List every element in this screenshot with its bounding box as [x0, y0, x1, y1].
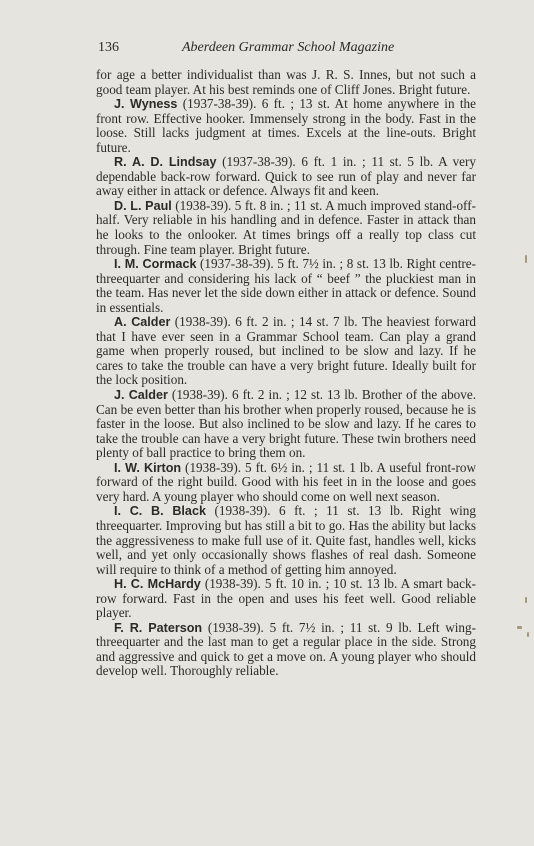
- player-description: (1937-38-39). 6 ft. 1 in. ; 11 st. 5 lb. A very dependable back-row forward. Quick to see run of play and never far away either in attack or defence. Always fit and keen.: [96, 154, 476, 199]
- player-name: F. R. Paterson: [114, 620, 203, 635]
- player-name: A. Calder: [114, 315, 171, 330]
- player-entry: [96, 315, 476, 388]
- player-entry: [96, 97, 476, 155]
- player-entry: [96, 577, 476, 621]
- player-description: (1938-39). 5 ft. 7½ in. ; 11 st. 9 lb. Left wing-threequarter and the last man to get a regular place in the side. Strong and aggressive and quick to get a move on. A young player who should develop well. Thoroughly reliable.: [96, 619, 476, 679]
- player-name: J. Wyness: [114, 97, 178, 112]
- player-name: H. C. McHardy: [114, 577, 201, 592]
- page-number: 136: [98, 40, 119, 55]
- player-description: (1938-39). 6 ft. ; 11 st. 13 lb. Right wing threequarter. Improving but has still a bit to go. Has the ability but lacks the aggressiveness to make full use of it. Quite fast, handles well, kicks well, and yet only occasionally shows flashes of real dash. Someone will require to think of a method of getting him annoyed.: [96, 503, 476, 577]
- paper-speck: [525, 597, 527, 603]
- player-description: (1938-39). 5 ft. 8 in. ; 11 st. A much improved stand-off-half. Very reliable in his handling and in defence. Faster in attack than he looks to the onlooker. At times brings off a really top class cut through. Fine team player. Bright future.: [96, 197, 476, 257]
- player-entry: [96, 199, 476, 257]
- player-description: (1938-39). 6 ft. 2 in. ; 14 st. 7 lb. The heaviest forward that I have ever seen in a Grammar School team. Can play a grand game when properly roused, but inclined to be slow and lazy. If he cares to take the trouble can have a very bright future. Ideally built for the lock position.: [96, 314, 476, 388]
- player-entry: [96, 388, 476, 461]
- player-entry: [96, 621, 476, 679]
- paper-speck: [517, 626, 522, 629]
- player-name: I. C. B. Black: [114, 504, 206, 519]
- player-name: I. M. Cormack: [114, 257, 197, 272]
- paper-speck: [527, 632, 529, 637]
- player-entry: [96, 257, 476, 315]
- paragraph-text: for age a better individualist than was J. R. S. Innes, but not such a good team player. At his best reminds one of Cliff Jones. Bright future.: [96, 67, 476, 97]
- player-entry: [96, 155, 476, 199]
- player-name: I. W. Kirton: [114, 460, 182, 475]
- player-name: J. Calder: [114, 388, 168, 403]
- player-description: (1938-39). 6 ft. 2 in. ; 12 st. 13 lb. Brother of the above. Can be even better than his brother when properly roused, because he is faster in the loose. But also inclined to be slow and lazy. If he cares to take the trouble can have a very bright future. These twin brothers need plenty of ball practice to bring them on.: [96, 387, 477, 461]
- player-description: (1938-39). 5 ft. 10 in. ; 10 st. 13 lb. A smart back-row forward. Fast in the open and uses his feet well. Good reliable player.: [96, 576, 476, 621]
- body-text: [96, 68, 476, 679]
- player-description: (1937-38-39). 5 ft. 7½ in. ; 8 st. 13 lb. Right centre-threequarter and considering his lack of “ beef ” the pluckiest man in the team. Has never let the side down either in attack or defence. Sound in essentials.: [96, 256, 476, 315]
- player-entry: [96, 461, 476, 505]
- paper-speck: [525, 255, 527, 263]
- player-description: (1937-38-39). 6 ft. ; 13 st. At home anywhere in the front row. Effective hooker. Immensely strong in the body. Fast in the loose. Still lacks judgment at times. Excels at the line-outs. Bright future.: [96, 96, 477, 155]
- player-entry: [96, 504, 476, 577]
- player-description: (1938-39). 5 ft. 6½ in. ; 11 st. 1 lb. A useful front-row forward of the right build. Good with his feet in in the loose and goes very hard. A young player who should come on well next season.: [96, 459, 477, 504]
- paragraph-continued: [96, 68, 476, 97]
- player-name: R. A. D. Lindsay: [114, 155, 217, 170]
- player-name: D. L. Paul: [114, 198, 172, 213]
- journal-title: Aberdeen Grammar School Magazine: [182, 40, 395, 55]
- running-head: [98, 40, 476, 60]
